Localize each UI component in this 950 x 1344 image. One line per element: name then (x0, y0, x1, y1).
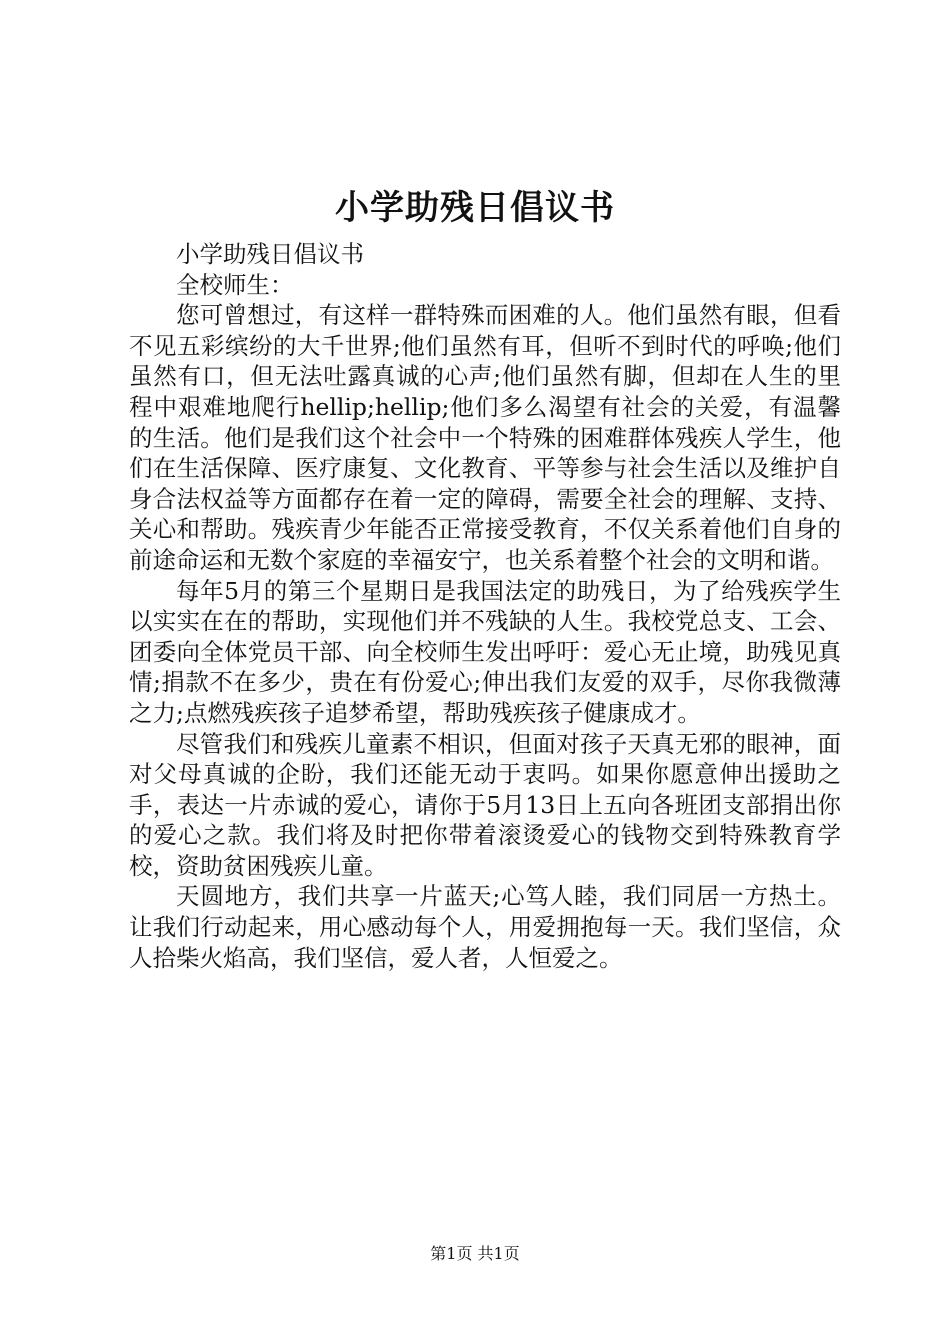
subtitle-paragraph: 小学助残日倡议书 (176, 240, 364, 268)
body-paragraph: 每年5月的第三个星期日是我国法定的助残日，为了给残疾学生以实实在在的帮助，实现他们并不残缺的人生。我校党总支、工会、团委向全体党员干部、向全校师生发出呼吁：爱心无止境，助残见真情;捐款不在多少，贵在有份爱心;伸出我们友爱的双手，尽你我微薄之力;点燃残疾孩子追梦希望，帮助残疾孩子健康成才。 (129, 576, 841, 727)
body-paragraph: 尽管我们和残疾儿童素不相识，但面对孩子天真无邪的眼神，面对父母真诚的企盼，我们还能无动于衷吗。如果你愿意伸出援助之手，表达一片赤诚的爱心，请你于5月13日上五向各班团支部捐出你的爱心之款。我们将及时把你带着滚烫爱心的钱物交到特殊教育学校，资助贫困残疾儿童。 (129, 729, 841, 880)
page-footer: 第1页 共1页 (430, 1244, 520, 1263)
document-body (129, 239, 841, 973)
body-paragraph: 您可曾想过，有这样一群特殊而困难的人。他们虽然有眼，但看不见五彩缤纷的大千世界;他们虽然有耳，但听不到时代的呼唤;他们虽然有口，但无法吐露真诚的心声;他们虽然有脚，但却在人生的里程中艰难地爬行hellip;hellip;他们多么渴望有社会的关爱，有温馨的生活。他们是我们这个社会中一个特殊的困难群体残疾人学生，他们在生活保障、医疗康复、文化教育、平等参与社会生活以及维护自身合法权益等方面都存在着一定的障碍，需要全社会的理解、支持、关心和帮助。残疾青少年能否正常接受教育，不仅关系着他们自身的前途命运和无数个家庭的幸福安宁，也关系着整个社会的文明和谐。 (129, 301, 841, 574)
salutation-paragraph: 全校师生： (176, 270, 294, 299)
body-paragraph: 天圆地方，我们共享一片蓝天;心笃人睦，我们同居一方热土。让我们行动起来，用心感动每个人，用爱拥抱每一天。我们坚信，众人拾柴火焰高，我们坚信，爱人者，人恒爱之。 (129, 882, 841, 972)
document-title: 小学助残日倡议书 (335, 188, 615, 228)
